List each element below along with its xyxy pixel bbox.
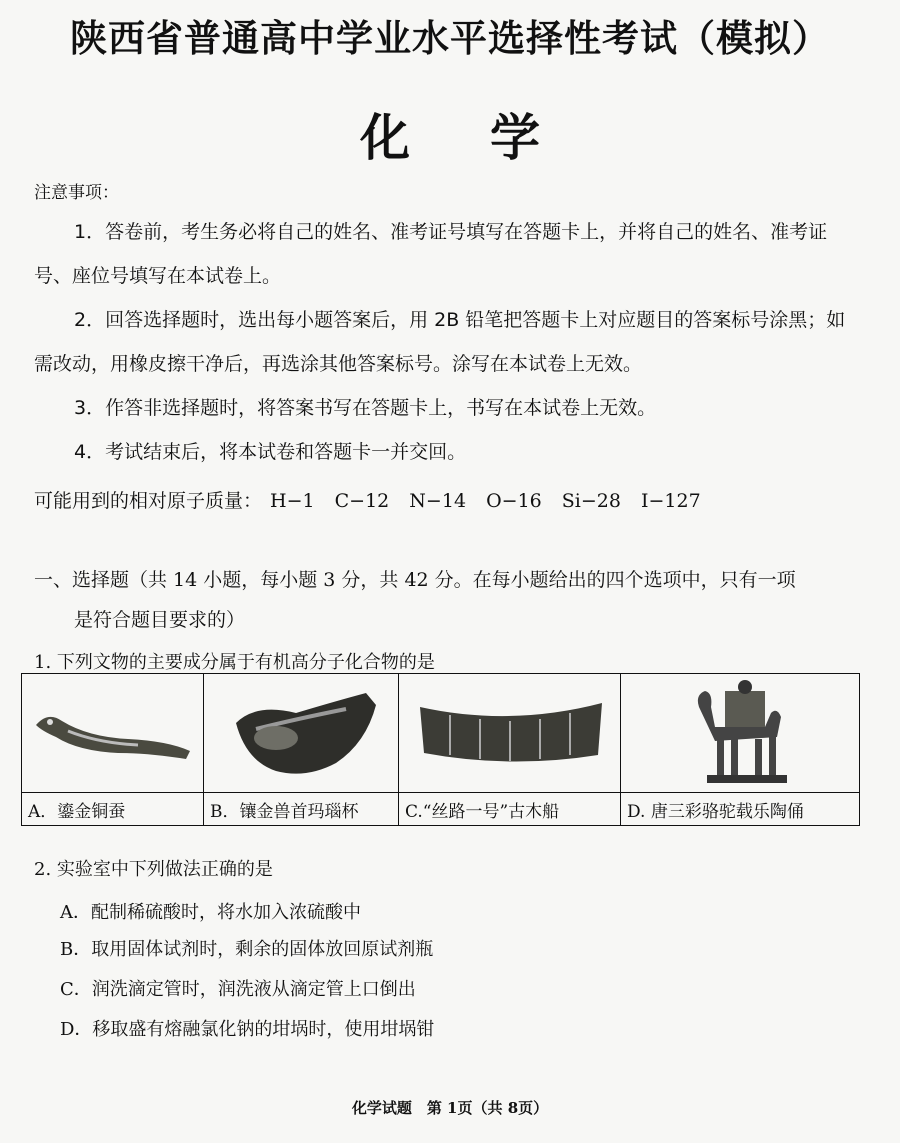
option-a-caption: A．鎏金铜蚕 <box>22 793 204 826</box>
option-b-caption: B．镶金兽首玛瑙杯 <box>204 793 399 826</box>
page-footer: 化学试题 第 1页（共 8页） <box>351 1099 549 1117</box>
atomic-masses-values: H−1 C−12 N−14 O−16 Si−28 I−127 <box>270 490 701 512</box>
agate-cup-image <box>216 683 386 783</box>
question-2-option-d: D．移取盛有熔融氯化钠的坩埚时，使用坩埚钳 <box>60 1019 435 1040</box>
notice-item-3: 3．作答非选择题时，将答案书写在答题卡上，书写在本试卷上无效。 <box>74 397 657 419</box>
notice-item-1: 1．答卷前，考生务必将自己的姓名、准考证号填写在答题卡上，并将自己的姓名、准考证号、座位号填写在本试卷上。 <box>34 221 828 287</box>
atomic-masses <box>34 486 701 513</box>
question-1-options-table <box>21 673 860 826</box>
atomic-masses-label: 可能用到的相对原子质量： <box>34 490 263 512</box>
section-heading-line-1: 一、选择题（共 14 小题，每小题 3 分，共 42 分。在每小题给出的四个选项中，只有一项 <box>34 569 796 591</box>
bronze-silkworm-image <box>28 703 198 763</box>
camel-figurine-image <box>685 677 795 789</box>
subject-char-1: 化 <box>360 108 410 167</box>
option-d-image-cell <box>621 674 860 793</box>
question-2-option-c: C．润洗滴定管时，润洗液从滴定管上口倒出 <box>60 979 416 1000</box>
wooden-ship-image <box>410 693 610 773</box>
question-2-stem: 2. 实验室中下列做法正确的是 <box>34 859 273 880</box>
option-b-image-cell <box>204 674 399 793</box>
section-heading <box>34 560 864 640</box>
section-heading-line-2: 是符合题目要求的） <box>74 609 246 631</box>
notice-list <box>34 210 864 474</box>
question-2-option-b: B．取用固体试剂时，剩余的固体放回原试剂瓶 <box>60 939 434 960</box>
subject-char-2: 学 <box>490 108 540 167</box>
exam-title: 陕西省普通高中学业水平选择性考试（模拟） <box>70 16 830 60</box>
subject-title <box>0 98 900 170</box>
option-c-image-cell <box>399 674 621 793</box>
option-a-image-cell <box>22 674 204 793</box>
question-2-option-a: A．配制稀硫酸时，将水加入浓硫酸中 <box>60 902 361 923</box>
notice-heading: 注意事项： <box>34 183 119 203</box>
notice-item-2: 2．回答选择题时，选出每小题答案后，用 2B 铅笔把答题卡上对应题目的答案标号涂黑；如需改动，用橡皮擦干净后，再选涂其他答案标号。涂写在本试卷上无效。 <box>34 309 846 375</box>
option-d-caption: D. 唐三彩骆驼载乐陶俑 <box>621 793 860 826</box>
option-c-caption: C.“丝路一号”古木船 <box>399 793 621 826</box>
question-1-stem: 1. 下列文物的主要成分属于有机高分子化合物的是 <box>34 652 435 673</box>
notice-item-4: 4．考试结束后，将本试卷和答题卡一并交回。 <box>74 441 467 463</box>
